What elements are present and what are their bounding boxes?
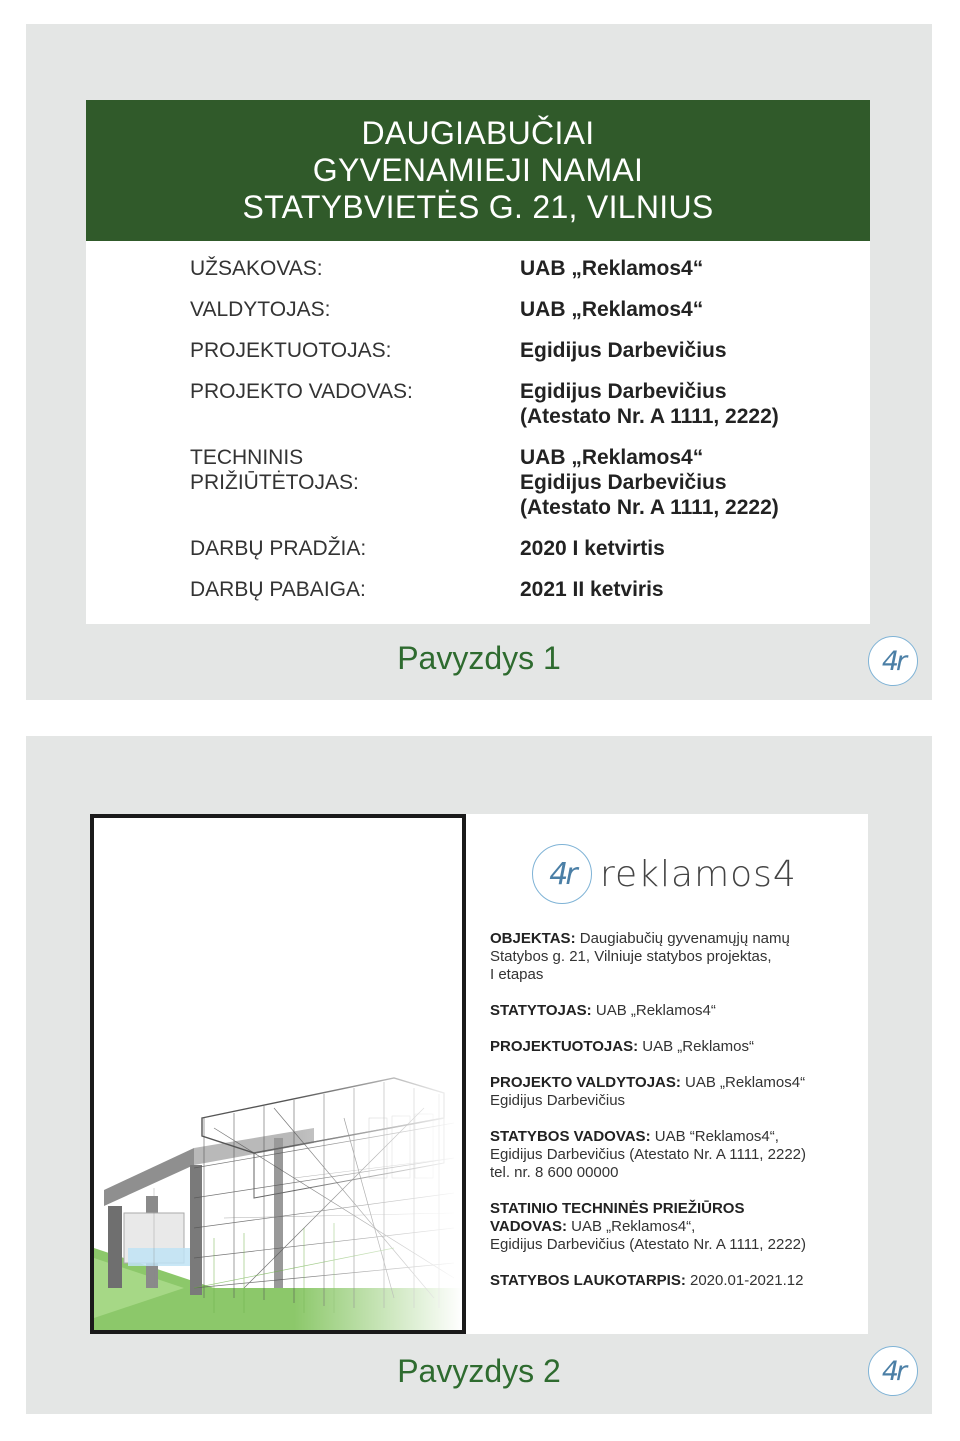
row-value: UAB „Reklamos4“ xyxy=(520,298,704,321)
row-value: 2021 II ketviris xyxy=(520,578,664,601)
info-label: PROJEKTUOTOJAS: xyxy=(490,1038,639,1055)
sign-info-list xyxy=(190,256,830,618)
info-text: Daugiabučių gyvenamųjų namų Statybos g. 21, Vilniuje statybos projektas, I etapas xyxy=(490,930,790,983)
title-line-1: DAUGIABUČIAI xyxy=(361,115,595,151)
info-row-projekto-vadovas xyxy=(190,379,830,429)
row-value: Egidijus Darbevičius (Atestato Nr. A 1111, 2222) xyxy=(520,380,779,428)
row-value: UAB „Reklamos4“ Egidijus Darbevičius (Atestato Nr. A 1111, 2222) xyxy=(520,446,779,519)
info-label: STATINIO TECHNINĖS PRIEŽIŪROS VADOVAS: xyxy=(490,1200,745,1235)
title-line-3: STATYBVIETĖS G. 21, VILNIUS xyxy=(242,189,714,225)
info-objektas xyxy=(490,930,860,984)
row-label: DARBŲ PABAIGA: xyxy=(190,578,366,601)
row-label: PROJEKTO VADOVAS: xyxy=(190,380,413,403)
info-label: OBJEKTAS: xyxy=(490,930,576,947)
brand-mark-icon: 4r xyxy=(532,844,592,904)
info-technines-prieziuros-vadovas xyxy=(490,1200,860,1254)
building-sketch-drawing xyxy=(94,818,462,1330)
info-statybos-vadovas xyxy=(490,1128,860,1182)
info-text: UAB „Reklamos4“, Egidijus Darbevičius (Atestato Nr. A 1111, 2222) xyxy=(490,1218,807,1253)
brand-logo-icon: 4r xyxy=(868,1346,918,1396)
info-statybos-laukotarpis xyxy=(490,1272,860,1290)
construction-sign-1 xyxy=(86,100,870,624)
info-row-darbu-pabaiga xyxy=(190,577,830,602)
info-text: UAB „Reklamos4“ Egidijus Darbevičius xyxy=(490,1074,806,1109)
project-info-block xyxy=(490,930,860,1308)
row-value: UAB „Reklamos4“ xyxy=(520,257,704,280)
info-label: STATYBOS LAUKOTARPIS: xyxy=(490,1272,686,1289)
info-row-uzsakovas xyxy=(190,256,830,281)
info-row-techninis-priziuretojas xyxy=(190,445,830,520)
info-projekto-valdytojas xyxy=(490,1074,860,1110)
info-label: PROJEKTO VALDYTOJAS: xyxy=(490,1074,681,1091)
brand-logo xyxy=(532,844,797,904)
info-row-projektuotojas xyxy=(190,338,830,363)
brand-logo-icon: 4r xyxy=(868,636,918,686)
info-label: STATYTOJAS: xyxy=(490,1002,592,1019)
title-line-2: GYVENAMIEJI NAMAI xyxy=(312,152,644,188)
row-label: TECHNINIS PRIŽIŪTĖTOJAS: xyxy=(190,446,359,494)
row-label: DARBŲ PRADŽIA: xyxy=(190,537,367,560)
info-row-valdytojas xyxy=(190,297,830,322)
row-label: PROJEKTUOTOJAS: xyxy=(190,339,392,362)
construction-sign-2 xyxy=(90,814,868,1334)
example-caption-1: Pavyzdys 1 xyxy=(397,640,561,676)
info-label: STATYBOS VADOVAS: xyxy=(490,1128,651,1145)
brand-wordmark: reklamos4 xyxy=(600,853,797,895)
example-panel-1 xyxy=(26,24,932,700)
info-statytojas xyxy=(490,1002,860,1020)
example-caption-2: Pavyzdys 2 xyxy=(397,1353,561,1389)
info-projektuotojas xyxy=(490,1038,860,1056)
row-label: VALDYTOJAS: xyxy=(190,298,331,321)
info-text: UAB „Reklamos4“ xyxy=(591,1002,716,1019)
info-text: 2020.01-2021.12 xyxy=(685,1272,804,1289)
example-panel-2 xyxy=(26,736,932,1414)
row-value: Egidijus Darbevičius xyxy=(520,339,727,362)
row-value: 2020 I ketvirtis xyxy=(520,537,665,560)
info-row-darbu-pradzia xyxy=(190,536,830,561)
row-label: UŽSAKOVAS: xyxy=(190,257,323,280)
sign-title xyxy=(86,100,870,241)
building-sketch-image xyxy=(90,814,466,1334)
info-text: UAB „Reklamos“ xyxy=(638,1038,754,1055)
info-text: UAB “Reklamos4“, Egidijus Darbevičius (Atestato Nr. A 1111, 2222) tel. nr. 8 600 00000 xyxy=(490,1128,807,1181)
